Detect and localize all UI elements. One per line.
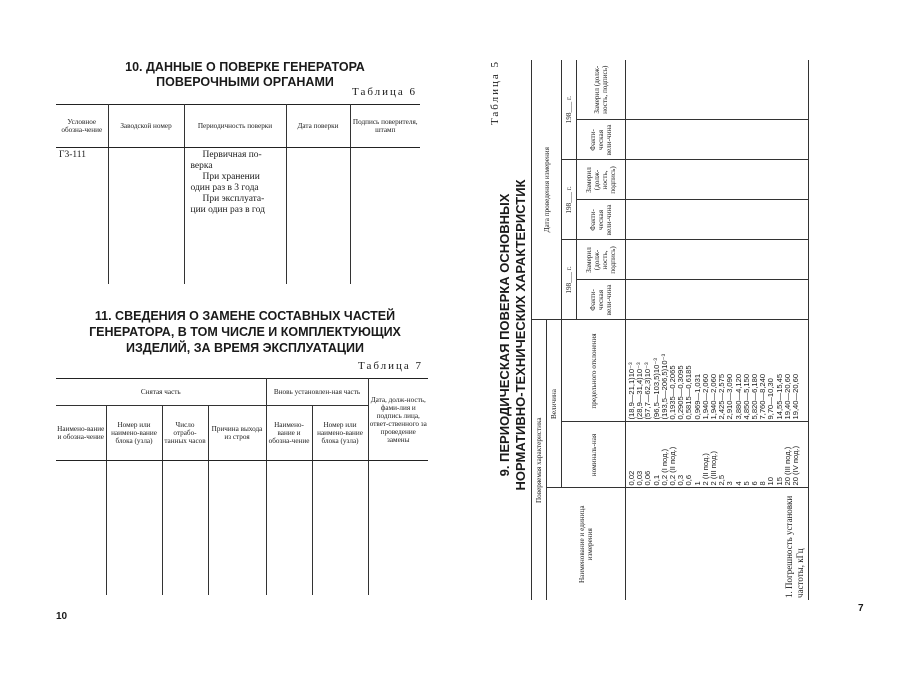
nominal-value: 0,1 [651, 474, 661, 486]
nominal-value: 0,02 [627, 470, 636, 486]
cell-empty [266, 461, 312, 596]
table-7 [56, 378, 428, 595]
deviation-value: 0,5815—0,6185 [684, 365, 694, 420]
deviation-value: 19,40—20,60 [791, 373, 801, 420]
cell-empty [626, 240, 809, 280]
header-actual: Факти-ческая вели-чина [577, 280, 626, 320]
page-number-left: 10 [56, 611, 68, 622]
cell-empty [208, 461, 266, 596]
cell-factory-number [108, 148, 184, 285]
table-5-label: Таблица 5 [489, 60, 501, 126]
nominal-value: 20 (III под.) [782, 446, 792, 486]
nominal-value: 4 [733, 481, 743, 486]
nominal-value: 0,2 (II под.) [668, 446, 678, 486]
deviation-value: (96,5—103,5)10⁻³ [651, 358, 661, 420]
deviation-value: 1,940—2,060 [700, 373, 710, 420]
header-measured: Замерил (долж-ность, подпись) [577, 160, 626, 200]
table-7-group-row [56, 379, 428, 406]
nominal-value: 15 [774, 477, 784, 486]
nominal-value: 10 [766, 477, 776, 486]
deviation-value: (193,5—206,5)10⁻³ [659, 353, 669, 420]
header-removed-name: Наимено-вание и обозна-чение [56, 406, 106, 461]
cell-date [286, 148, 350, 285]
cell-empty [162, 461, 208, 596]
header-installed-name: Наимено-вание и обозна-чение [266, 406, 312, 461]
table-row [626, 60, 809, 600]
section-11-title: 11. СВЕДЕНИЯ О ЗАМЕНЕ СОСТАВНЫХ ЧАСТЕЙ ГЕНЕРАТОРА, В ТОМ ЧИСЛЕ И КОМПЛЕКТУЮЩИХ ИЗДЕЛИЙ, ЗА ВРЕМЯ ЭКСПЛУАТАЦИИ [89, 309, 401, 355]
header-measured: Замерил (долж-ность, подпись) [577, 240, 626, 280]
header-nominal: номиналь-ная [562, 422, 626, 488]
deviation-value: 4,850—5,150 [741, 373, 751, 420]
cell-empty [626, 200, 809, 240]
table-7-label: Таблица 7 [358, 360, 424, 372]
header-measured: Замерил (долж-ность, подпись) [577, 60, 626, 120]
header-actual: Факти-ческая вели-чина [577, 120, 626, 160]
table-5 [531, 60, 809, 600]
deviation-value: 0,1935—0,2065 [668, 365, 678, 420]
deviation-value: (28,9—31,4)10⁻³ [635, 362, 645, 420]
table-row [56, 461, 428, 596]
header-actual: Факти-ческая вели-чина [577, 200, 626, 240]
cell-periodicity: Первичная по- верка При хранении один раз в 3 года При эксплуата- ции один раз в год [184, 148, 286, 285]
cell-empty [106, 461, 162, 596]
cell-empty [626, 60, 809, 120]
deviation-value: 2,910—3,090 [725, 373, 735, 420]
header-year-1: 198___ г. [562, 240, 577, 320]
right-page [450, 0, 900, 675]
cell-designation: Г3-111 [56, 148, 108, 285]
deviation-value: (18,9—21,1)10⁻³ [627, 362, 636, 420]
nominal-value: 0,2 (I под.) [659, 448, 669, 486]
header-removed-part: Снятая часть [56, 379, 266, 406]
header-removed-block: Номер или наимено-вание блока (узла) [106, 406, 162, 461]
nominal-value: 0,06 [643, 470, 653, 486]
nominal-value: 3 [725, 481, 735, 486]
deviation-value: 1,940—2,060 [709, 373, 719, 420]
header-date-group: Дата проведения измерения [532, 60, 562, 320]
header-year-3: 198___ г. [562, 60, 577, 160]
deviation-value: 0,969—1,031 [692, 373, 702, 420]
deviation-value: 9,70—10,30 [766, 378, 776, 420]
section-10-title: 10. ДАННЫЕ О ПОВЕРКЕ ГЕНЕРАТОРА ПОВЕРОЧНЫМИ ОРГАНАМИ [125, 60, 365, 89]
cell-empty [312, 461, 368, 596]
header-date: Дата поверки [286, 105, 350, 148]
deviation-value: 2,425—2,575 [717, 373, 727, 420]
deviation-value: 5,820—6,180 [750, 373, 760, 420]
cell-empty [626, 120, 809, 160]
nominal-value: 8 [758, 481, 768, 486]
nominal-value: 2 (II под.) [700, 453, 710, 486]
nominal-value: 20 (IV под.) [791, 445, 801, 486]
deviation-value: 19,40—20,60 [782, 373, 792, 420]
nominal-value: 0,03 [635, 470, 645, 486]
table-6-label: Таблица 6 [352, 86, 418, 98]
deviation-value: 3,880—4,120 [733, 373, 743, 420]
rotated-content [485, 60, 875, 600]
header-signature: Подпись поверителя, штамп [350, 105, 420, 148]
cell-empty [368, 461, 428, 596]
header-installed-part: Вновь установлен-ная часть [266, 379, 368, 406]
deviation-value: (57,7—62,3)10⁻³ [643, 362, 653, 420]
deviation-value: 0,2905—0,3095 [676, 365, 686, 420]
cell-empty [626, 280, 809, 320]
header-factory-number: Заводской номер [108, 105, 184, 148]
nominal-value: 0,3 [676, 474, 686, 486]
deviation-value: 14,55—15,45 [774, 373, 784, 420]
nominal-value: 2,5 [717, 474, 727, 486]
nominal-value: 6 [750, 481, 760, 486]
nominal-value: 0,6 [684, 474, 694, 486]
table-6 [56, 104, 420, 284]
header-max-deviation: предельного отклонения [562, 320, 626, 422]
header-year-2: 198___ г. [562, 160, 577, 240]
cell-deviation-list [626, 320, 809, 422]
header-hours: Число отрабо-танных часов [162, 406, 208, 461]
section-9-title: 9. ПЕРИОДИЧЕСКАЯ ПОВЕРКА ОСНОВНЫХ НОРМАТИВНО-ТЕХНИЧЕСКИХ ХАРАКТЕРИСТИК [497, 179, 528, 491]
cell-characteristic-name: 1. Погрешность установки частоты, кГц [626, 488, 809, 600]
table-6-header-row [56, 105, 420, 148]
cell-empty [56, 461, 106, 596]
cell-nominal-list [626, 422, 809, 488]
cell-empty [626, 160, 809, 200]
header-date-responsible: Дата, долж-ность, фами-лия и подпись лица, ответ-ственного за проведение замены [368, 379, 428, 461]
cell-signature [350, 148, 420, 285]
nominal-value: 5 [741, 481, 751, 486]
table-row [56, 148, 420, 285]
header-periodicity: Периодичность поверки [184, 105, 286, 148]
header-failure-reason: Причина выхода из строя [208, 406, 266, 461]
deviation-value: 7,760—8,240 [758, 373, 768, 420]
page-number-right: 7 [858, 603, 864, 614]
header-installed-block: Номер или наимено-вание блока (узла) [312, 406, 368, 461]
header-name-unit: Наименование и единица измерения [547, 488, 626, 600]
nominal-value: 2 (III под.) [709, 450, 719, 486]
header-value: Величина [547, 320, 562, 488]
nominal-value: 1 [692, 481, 702, 486]
header-designation: Условное обозна-чение [56, 105, 108, 148]
table-5-row-1 [532, 60, 547, 600]
header-checked-characteristic: Поверяемая характеристика [532, 320, 547, 600]
